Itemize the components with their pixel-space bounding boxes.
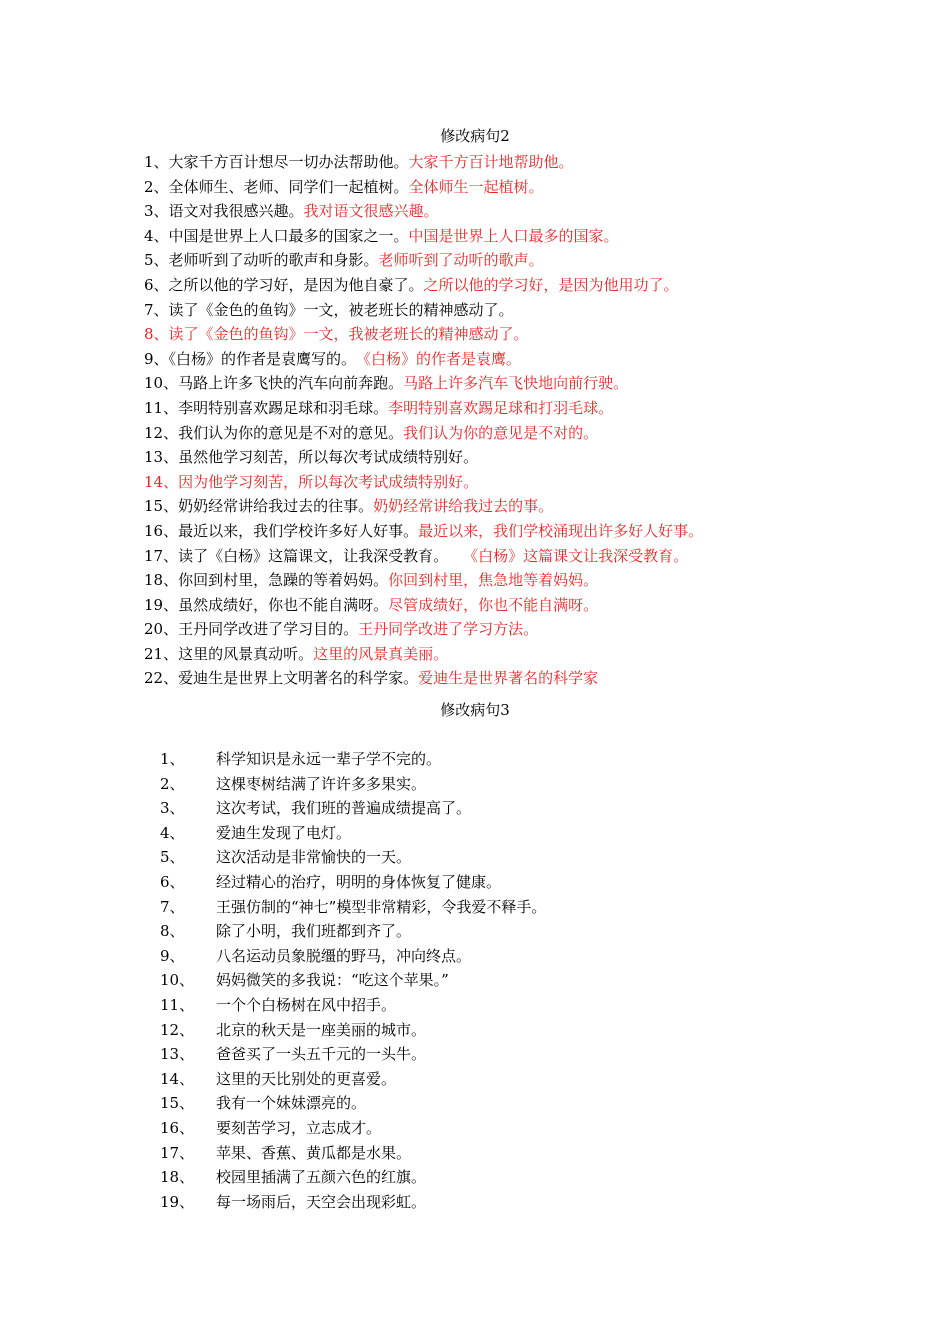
original-sentence: 6、之所以他的学习好，是因为他自豪了。 (144, 275, 424, 294)
item-text: 除了小明，我们班都到齐了。 (216, 922, 412, 941)
item-number: 5、 (160, 848, 185, 867)
list-item (160, 1116, 860, 1141)
sentence-row (144, 568, 934, 593)
sentence-row (144, 396, 934, 421)
item-number: 8、 (160, 922, 185, 941)
item-text: 校园里插满了五颜六色的红旗。 (216, 1168, 427, 1187)
list-item (160, 1091, 860, 1116)
list-item (160, 821, 860, 846)
sentence-row (144, 224, 934, 249)
original-sentence: 10、马路上许多飞快的汽车向前奔跑。 (144, 374, 404, 393)
item-text: 一个个白杨树在风中招手。 (216, 995, 397, 1014)
corrected-sentence: 最近以来，我们学校涌现出许多好人好事。 (418, 521, 704, 540)
item-number: 12、 (160, 1020, 195, 1039)
original-sentence: 7、读了《金色的鱼钩》一文，被老班长的精神感动了。 (144, 300, 514, 319)
sentence-row (144, 248, 934, 273)
original-sentence: 9、《白杨》的作者是袁鹰写的。 (144, 349, 364, 368)
sentence-row (144, 445, 934, 470)
original-sentence: 1、大家千方百计想尽一切办法帮助他。 (144, 153, 409, 171)
item-number: 6、 (160, 872, 185, 891)
sentence-row (144, 421, 934, 446)
item-text: 这棵枣树结满了许许多多果实。 (216, 774, 427, 793)
corrected-sentence: 老师听到了动听的歌声。 (378, 251, 544, 270)
item-text: 妈妈微笑的多我说：“吃这个苹果。” (216, 971, 449, 990)
corrected-sentence: 8、读了《金色的鱼钩》一文，我被老班长的精神感动了。 (144, 325, 529, 344)
list-item (160, 968, 860, 993)
corrected-sentence: 马路上许多汽车飞快地向前行驶。 (403, 374, 629, 393)
list-item (160, 1165, 860, 1190)
list-item (160, 895, 860, 920)
corrected-sentence: 尽管成绩好，你也不能自满呀。 (388, 595, 599, 614)
corrected-sentence: 我们认为你的意见是不对的。 (403, 423, 599, 442)
section2-title: 修改病句2 (440, 127, 510, 145)
original-sentence: 22、爱迪生是世界上文明著名的科学家。 (144, 669, 419, 688)
original-sentence: 4、中国是世界上人口最多的国家之一。 (144, 226, 409, 245)
original-sentence: 20、王丹同学改进了学习目的。 (144, 620, 359, 639)
corrected-sentence: 《白杨》的作者是袁鹰。 (363, 349, 522, 368)
original-sentence: 2、全体师生、老师、同学们一起植树。 (144, 177, 409, 196)
sentence-row (144, 298, 934, 323)
sentence-row (144, 544, 934, 569)
list-item (160, 1141, 860, 1166)
corrected-sentence: 你回到村里，焦急地等着妈妈。 (388, 571, 599, 590)
list-item (160, 919, 860, 944)
corrected-sentence: 爱迪生是世界著名的科学家 (418, 669, 599, 688)
item-text: 这次活动是非常愉快的一天。 (216, 848, 412, 867)
list-item (160, 845, 860, 870)
section2-list (144, 150, 934, 691)
item-number: 3、 (160, 799, 185, 818)
corrected-sentence: 大家千方百计地帮助他。 (408, 153, 574, 171)
sentence-row (144, 519, 934, 544)
corrected-sentence: 14、因为他学习刻苦，所以每次考试成绩特别好。 (144, 472, 479, 491)
item-text: 科学知识是永远一辈子学不完的。 (216, 750, 442, 768)
original-sentence: 12、我们认为你的意见是不对的意见。 (144, 423, 404, 442)
item-number: 11、 (160, 995, 195, 1014)
item-text: 北京的秋天是一座美丽的城市。 (216, 1020, 427, 1039)
original-sentence: 19、虽然成绩好，你也不能自满呀。 (144, 595, 389, 614)
original-sentence: 3、语文对我很感兴趣。 (144, 202, 304, 221)
item-text: 我有一个妹妹漂亮的。 (216, 1094, 367, 1113)
sentence-row (144, 199, 934, 224)
corrected-sentence: 中国是世界上人口最多的国家。 (408, 226, 619, 245)
corrected-sentence: 我对语文很感兴趣。 (303, 202, 439, 221)
item-number: 9、 (160, 946, 185, 965)
item-text: 要刻苦学习，立志成才。 (216, 1118, 382, 1137)
sentence-row (144, 617, 934, 642)
sentence-row (144, 347, 934, 372)
sentence-row (144, 642, 934, 667)
list-item (160, 1018, 860, 1043)
item-text: 八名运动员象脱缰的野马，冲向终点。 (216, 946, 472, 965)
list-item (160, 870, 860, 895)
item-number: 19、 (160, 1192, 195, 1211)
original-sentence: 13、虽然他学习刻苦，所以每次考试成绩特别好。 (144, 448, 479, 467)
section3-list (160, 747, 860, 1214)
list-item (160, 1067, 860, 1092)
sentence-row (144, 175, 934, 200)
list-item (160, 796, 860, 821)
item-number: 13、 (160, 1045, 195, 1064)
item-text: 经过精心的治疗，明明的身体恢复了健康。 (216, 872, 502, 891)
item-number: 4、 (160, 823, 185, 842)
item-text: 王强仿制的“神七”模型非常精彩，令我爱不释手。 (216, 897, 547, 916)
item-number: 2、 (160, 774, 185, 793)
item-number: 7、 (160, 897, 185, 916)
item-number: 15、 (160, 1094, 195, 1113)
item-number: 14、 (160, 1069, 195, 1088)
list-item (160, 1042, 860, 1067)
item-number: 17、 (160, 1143, 195, 1162)
sentence-row (144, 494, 934, 519)
item-number: 1、 (160, 750, 185, 768)
original-sentence: 15、奶奶经常讲给我过去的往事。 (144, 497, 374, 516)
item-text: 这里的天比别处的更喜爱。 (216, 1069, 397, 1088)
section3-title: 修改病句3 (440, 701, 510, 719)
sentence-row (144, 322, 934, 347)
corrected-sentence: 王丹同学改进了学习方法。 (358, 620, 539, 639)
original-sentence: 17、读了《白杨》这篇课文，让我深受教育。 (144, 546, 471, 565)
sentence-row (144, 150, 934, 175)
list-item (160, 772, 860, 797)
item-text: 这次考试，我们班的普遍成绩提高了。 (216, 799, 472, 818)
sentence-row (144, 593, 934, 618)
original-sentence: 21、这里的风景真动听。 (144, 644, 314, 663)
corrected-sentence: 李明特别喜欢踢足球和打羽毛球。 (388, 398, 614, 417)
list-item (160, 747, 860, 772)
original-sentence: 16、最近以来，我们学校许多好人好事。 (144, 521, 419, 540)
list-item (160, 1190, 860, 1215)
sentence-row (144, 371, 934, 396)
item-text: 爱迪生发现了电灯。 (216, 823, 352, 842)
sentence-row (144, 470, 934, 495)
item-number: 16、 (160, 1118, 195, 1137)
item-number: 10、 (160, 971, 195, 990)
item-text: 每一场雨后，天空会出现彩虹。 (216, 1192, 427, 1211)
original-sentence: 18、你回到村里，急躁的等着妈妈。 (144, 571, 389, 590)
sentence-row (144, 273, 934, 298)
original-sentence: 5、老师听到了动听的歌声和身影。 (144, 251, 379, 270)
original-sentence: 11、李明特别喜欢踢足球和羽毛球。 (144, 398, 389, 417)
list-item (160, 993, 860, 1018)
sentence-row (144, 666, 934, 691)
item-text: 爸爸买了一头五千元的一头牛。 (216, 1045, 427, 1064)
corrected-sentence: 这里的风景真美丽。 (313, 644, 449, 663)
corrected-sentence: 《白杨》这篇课文让我深受教育。 (470, 546, 689, 565)
corrected-sentence: 全体师生一起植树。 (408, 177, 544, 196)
corrected-sentence: 奶奶经常讲给我过去的事。 (373, 497, 554, 516)
item-text: 苹果、香蕉、黄瓜都是水果。 (216, 1143, 412, 1162)
item-number: 18、 (160, 1168, 195, 1187)
corrected-sentence: 之所以他的学习好，是因为他用功了。 (423, 275, 679, 294)
list-item (160, 944, 860, 969)
